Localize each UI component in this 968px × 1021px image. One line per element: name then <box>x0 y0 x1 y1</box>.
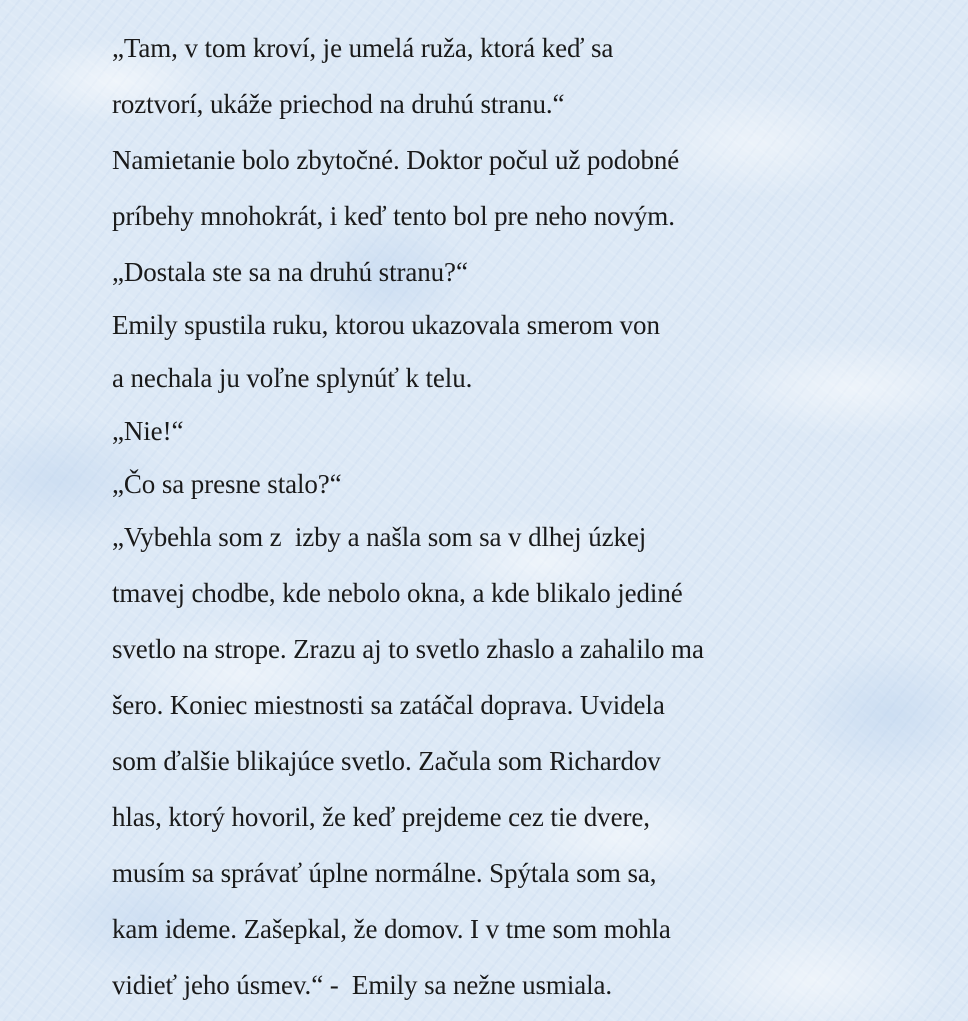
text-line: vidieť jeho úsmev.“ - Emily sa nežne usmiala. <box>112 970 613 1000</box>
text-line: a nechala ju voľne splynúť k telu. <box>112 363 473 393</box>
text-line: som ďalšie blikajúce svetlo. Začula som Richardov <box>112 746 661 776</box>
text-line: svetlo na strope. Zrazu aj to svetlo zhaslo a zahalilo ma <box>112 634 704 664</box>
text-line: musím sa správať úplne normálne. Spýtala som sa, <box>112 858 657 888</box>
story-text <box>112 26 852 1019</box>
text-line: roztvorí, ukáže priechod na druhú stranu.“ <box>112 89 565 119</box>
text-line: „Čo sa presne stalo?“ <box>112 469 342 499</box>
text-line: príbehy mnohokrát, i keď tento bol pre neho novým. <box>112 201 675 231</box>
text-line: hlas, ktorý hovoril, že keď prejdeme cez tie dvere, <box>112 802 650 832</box>
text-line: Emily spustila ruku, ktorou ukazovala smerom von <box>112 310 660 340</box>
text-line: Namietanie bolo zbytočné. Doktor počul už podobné <box>112 145 680 175</box>
text-line: „Nie!“ <box>112 416 184 446</box>
text-line: tmavej chodbe, kde nebolo okna, a kde blikalo jediné <box>112 578 683 608</box>
text-line: šero. Koniec miestnosti sa zatáčal doprava. Uvidela <box>112 690 665 720</box>
text-line: „Dostala ste sa na druhú stranu?“ <box>112 257 468 287</box>
text-line: „Vybehla som z izby a našla som sa v dlhej úzkej <box>112 522 647 552</box>
text-line: „Tam, v tom kroví, je umelá ruža, ktorá keď sa <box>112 33 614 63</box>
text-line: kam ideme. Zašepkal, že domov. I v tme som mohla <box>112 914 671 944</box>
